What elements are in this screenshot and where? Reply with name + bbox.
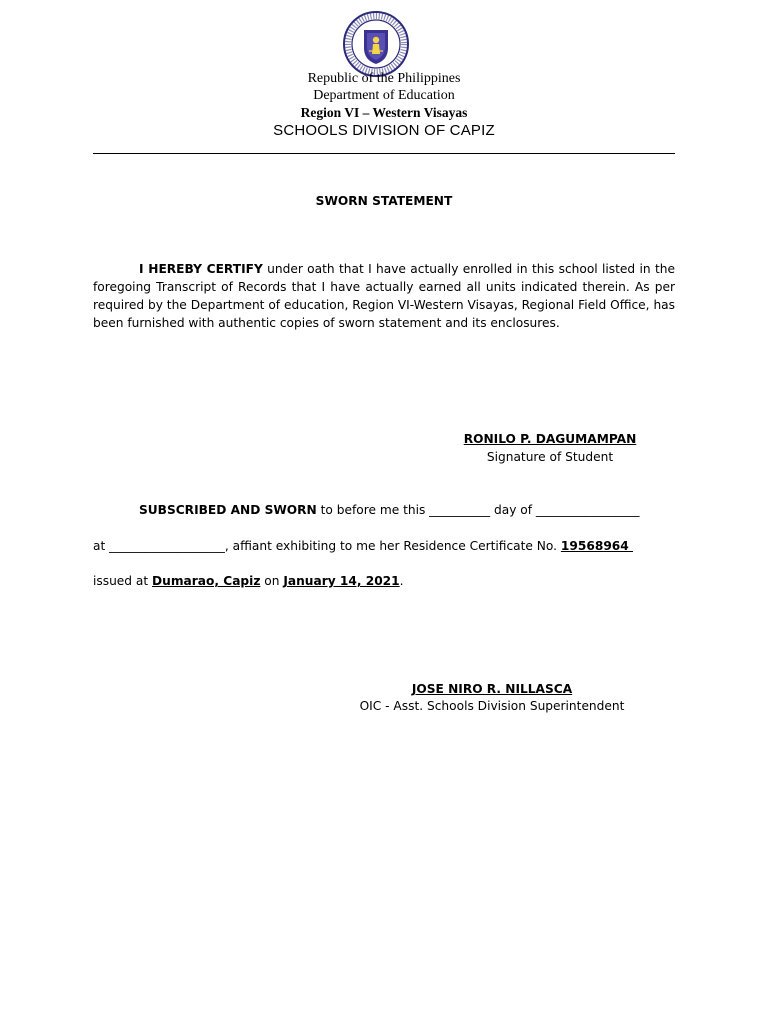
jurat-line2-text: at ___________________, affiant exhibiting to me her Residence Certificate No. <box>93 539 561 553</box>
header-region: Region VI – Western Visayas <box>300 105 468 120</box>
officer-name: JOSE NIRO R. NILLASCA <box>411 682 573 696</box>
on-label: on <box>260 574 284 588</box>
header-republic: Republic of the Philippines <box>307 71 461 86</box>
jurat-line-1 <box>139 503 640 517</box>
certify-lead: I HEREBY CERTIFY <box>139 262 263 276</box>
issued-date: January 14, 2021 <box>283 574 400 588</box>
residence-cert-number: 19568964 <box>560 539 634 553</box>
header-divider <box>93 153 675 154</box>
officer-title: OIC - Asst. Schools Division Superintendent <box>359 699 625 713</box>
period: . <box>399 574 404 588</box>
issued-at-label: issued at <box>93 574 153 588</box>
jurat-line-3 <box>93 574 404 588</box>
issued-place: Dumarao, Capiz <box>152 574 261 588</box>
certify-text: under oath that I have actually enrolled in this school listed in the foregoing Transcript of Records that I have actually earned all units indicated therein. As per required by the Department of education, Region VI-Western Visayas, Regional Field Office, has been furnished with authentic copies of sworn statement and its enclosures. <box>93 262 675 330</box>
document-title: SWORN STATEMENT <box>315 194 453 208</box>
jurat-lead: SUBSCRIBED AND SWORN <box>139 503 317 517</box>
deped-seal-logo <box>342 10 410 78</box>
header-department: Department of Education <box>313 88 455 103</box>
student-name: RONILO P. DAGUMAMPAN <box>463 432 637 446</box>
student-signature-label: Signature of Student <box>486 450 614 464</box>
header-division: SCHOOLS DIVISION OF CAPIZ <box>273 122 495 139</box>
certification-paragraph <box>93 260 675 332</box>
jurat-line1-text: to before me this __________ day of _________________ <box>316 503 640 517</box>
jurat-line-2 <box>93 539 633 553</box>
